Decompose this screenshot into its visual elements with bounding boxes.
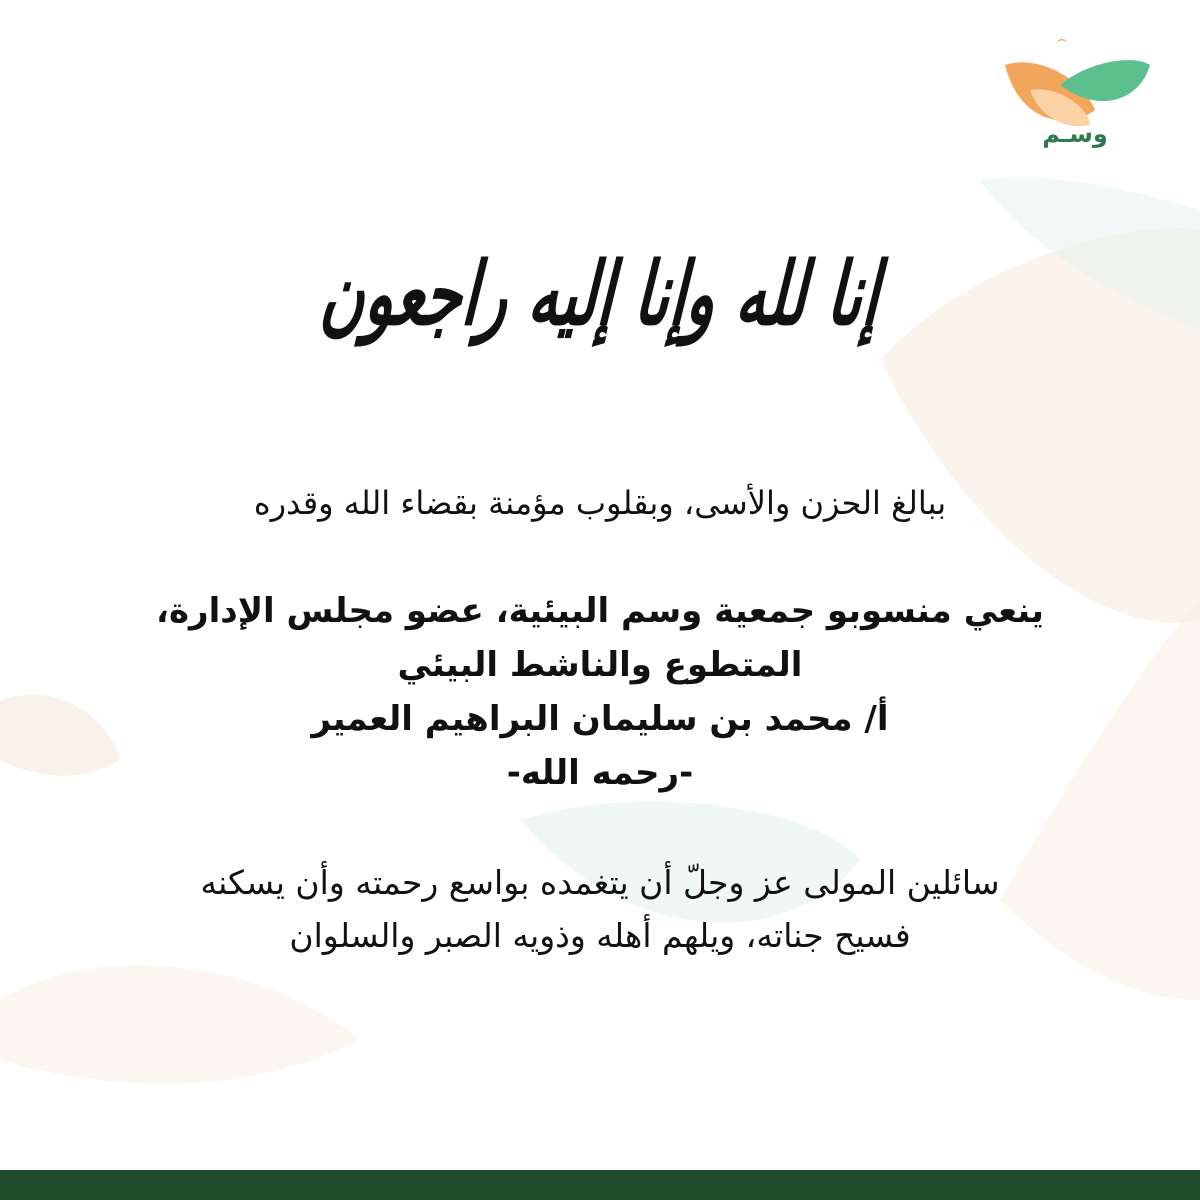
announcement-paragraph xyxy=(60,584,1140,800)
footer-bar xyxy=(0,1170,1200,1200)
prayer-line: فسيح جناته، ويلهم أهله وذويه الصبر والسلوان xyxy=(289,916,911,955)
intro-line: ببالغ الحزن والأسى، وبقلوب مؤمنة بقضاء الله وقدره xyxy=(253,484,947,522)
announcement-line: -رحمه الله- xyxy=(506,753,694,793)
announcement-line: المتطوع والناشط البيئي xyxy=(397,645,803,685)
calligraphy-heading xyxy=(317,205,883,385)
announcement-line: ينعي منسوبو جمعية وسم البيئية، عضو مجلس الإدارة، xyxy=(156,591,1044,631)
intro-paragraph xyxy=(60,478,1140,528)
deceased-name: أ/ محمد بن سليمان البراهيم العمير xyxy=(311,699,889,739)
calligraphy-text: إنا لله وإنا إليه راجعون xyxy=(317,244,883,346)
prayer-paragraph xyxy=(60,856,1140,962)
prayer-line: سائلين المولى عز وجلّ أن يتغمده بواسع رحمته وأن يسكنه xyxy=(200,863,1000,902)
logo-name: وسـم xyxy=(1042,120,1108,148)
